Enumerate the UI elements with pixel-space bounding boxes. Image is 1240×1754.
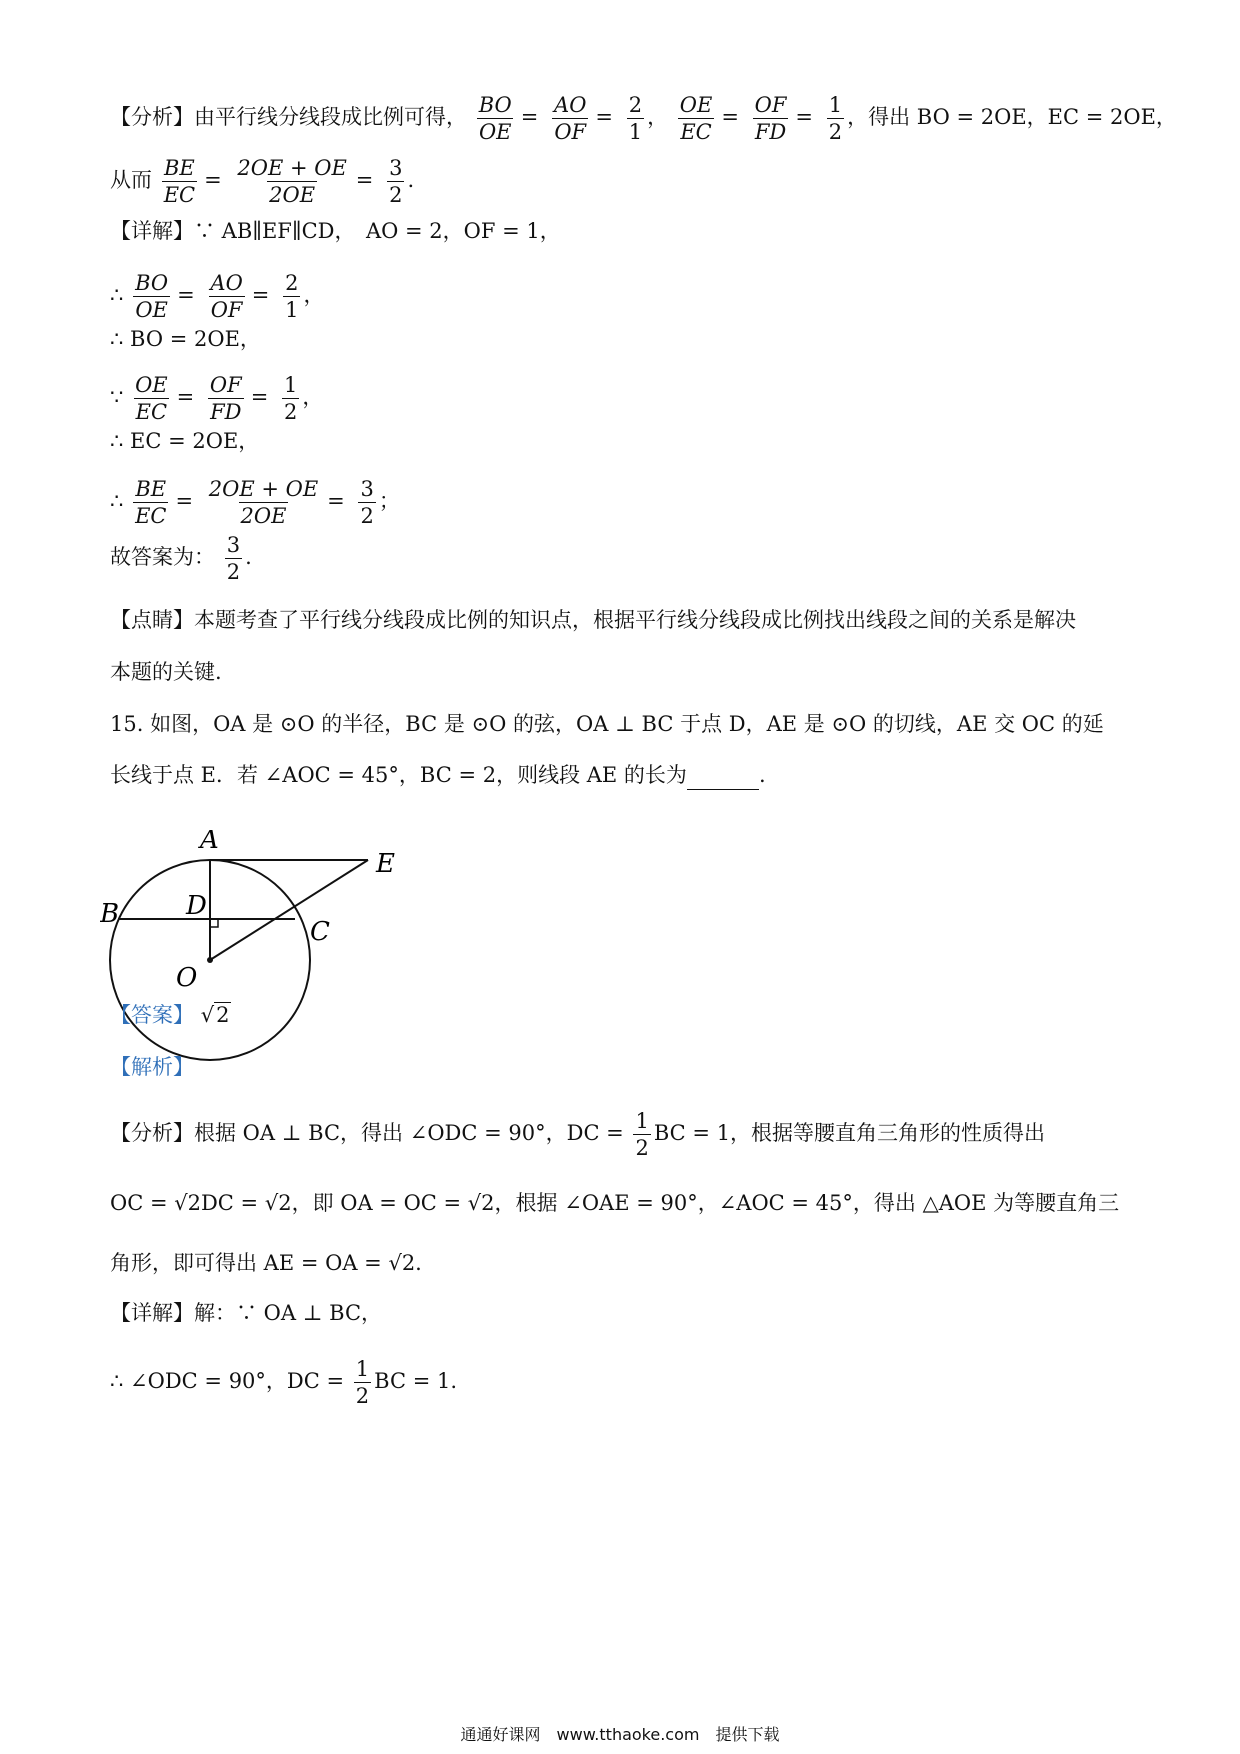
fraction: $\frac{1}{2}$ — [828, 93, 843, 144]
analysis-header: 【解析】 — [110, 1055, 194, 1079]
detail-step-5: ∴ $\frac{BE}{EC}$ = $\frac{2OE + OE}{2OE}$ = $\frac{3}{2}$ ； — [110, 477, 400, 528]
fraction: $\frac{3}{2}$ — [226, 533, 241, 584]
problem-15-line-1: 15. 如图，OA 是 ⊙O 的半径，BC 是 ⊙O 的弦，OA ⊥ BC 于点 D，AE 是 ⊙O 的切线，AE 交 OC 的延 — [110, 712, 1104, 736]
label-e: E — [376, 849, 395, 879]
fraction: $\frac{OF}{FD}$ — [754, 93, 787, 144]
fraction: $\frac{1}{2}$ — [635, 1109, 649, 1160]
detail-step-1: ∴ $\frac{BO}{OE}$ = $\frac{AO}{OF}$ = $\frac{2}{1}$ ， — [110, 271, 325, 322]
label-a: A — [200, 830, 219, 855]
fraction: $\frac{AO}{OF}$ — [554, 93, 587, 144]
fraction: $\frac{OE}{EC}$ — [135, 373, 168, 424]
footer: 通通好课网 www.tthaoke.com 提供下载 — [460, 1725, 780, 1744]
fraction: $\frac{BO}{OE}$ — [135, 271, 169, 322]
detail-step-4: ∴ EC = 2OE， — [110, 429, 260, 453]
label-o: O — [176, 963, 198, 993]
comment-line-2: 本题的关键. — [110, 660, 222, 684]
fraction: $\frac{1}{2}$ — [355, 1357, 370, 1408]
detail-step-2: ∴ BO = 2OE， — [110, 327, 261, 351]
sqrt-answer: √2 — [200, 1003, 230, 1027]
analysis2-line-3: 角形，即可得出 AE = OA = √2. — [110, 1251, 422, 1275]
fraction: $\frac{BE}{EC}$ — [135, 477, 167, 528]
segment-oe — [210, 860, 368, 960]
problem-15-line-2: 长线于点 E．若 ∠AOC = 45°，BC = 2，则线段 AE 的长为 . — [110, 760, 766, 790]
detail2-line-2: ∴ ∠ODC = 90°，DC = $\frac{1}{2}$ BC = 1. — [110, 1357, 458, 1408]
detail-given: 【详解】∵ AB∥EF∥CD， AO = 2，OF = 1， — [110, 219, 561, 243]
label-b: B — [100, 899, 120, 929]
fraction: $\frac{BO}{OE}$ — [478, 93, 512, 144]
analysis2-line-1: 【分析】根据 OA ⊥ BC，得出 ∠ODC = 90°，DC = $\frac{1}{2}$ BC = 1，根据等腰直角三角形的性质得出 — [110, 1109, 1046, 1160]
fraction: $\frac{1}{2}$ — [284, 373, 298, 424]
analysis-intro: 由平行线分线段成比例可得， — [194, 105, 467, 129]
fraction: $\frac{2}{1}$ — [628, 93, 643, 144]
center-dot — [207, 957, 213, 963]
fraction: $\frac{2}{1}$ — [285, 271, 299, 322]
analysis2-line-2: OC = √2DC = √2，即 OA = OC = √2，根据 ∠OAE = 90°，∠AOC = 45°，得出 △AOE 为等腰直角三 — [110, 1191, 1120, 1215]
fraction: $\frac{2OE + OE}{2OE}$ — [208, 477, 319, 528]
analysis-result: ，得出 BO = 2OE，EC = 2OE， — [847, 105, 1177, 129]
analysis-line-2: 从而 $\frac{BE}{EC}$ = $\frac{2OE + OE}{2OE}$ = $\frac{3}{2}$ . — [110, 156, 415, 207]
answer-tag: 【答案】 — [110, 1003, 194, 1027]
detail-step-3: ∵ $\frac{OE}{EC}$ = $\frac{OF}{FD}$ = $\frac{1}{2}$ ， — [110, 373, 324, 424]
answer-15 — [110, 1000, 231, 1030]
detail2-line-1: 【详解】解：∵ OA ⊥ BC， — [110, 1301, 383, 1325]
fraction: $\frac{OF}{FD}$ — [209, 373, 242, 424]
fraction: $\frac{BE}{EC}$ — [163, 156, 196, 207]
fraction: $\frac{3}{2}$ — [389, 156, 403, 207]
detail-answer: 故答案为： $\frac{3}{2}$ . — [110, 533, 252, 584]
label-c: C — [310, 917, 330, 947]
answer-blank — [687, 767, 759, 790]
fraction: $\frac{AO}{OF}$ — [210, 271, 243, 322]
analysis-line-1: 【分析】由平行线分线段成比例可得， $\frac{BO}{OE}$ = $\frac{AO}{OF}$ = $\frac{2}{1}$ ， $\frac{OE}{EC}$ = $\frac{OF}{FD}$ = $\frac{1}{2}$ ，得出 BO = 2OE，EC = 2OE， — [110, 93, 1177, 144]
comment-line-1: 【点睛】本题考查了平行线分线段成比例的知识点，根据平行线分线段成比例找出线段之间的关系是解决 — [110, 608, 1076, 632]
label-d: D — [186, 891, 207, 921]
analysis-tag: 【分析】 — [110, 105, 194, 129]
fraction: $\frac{2OE + OE}{2OE}$ — [237, 156, 347, 207]
right-angle-mark — [210, 919, 218, 927]
fraction: $\frac{3}{2}$ — [360, 477, 374, 528]
fraction: $\frac{OE}{EC}$ — [679, 93, 713, 144]
